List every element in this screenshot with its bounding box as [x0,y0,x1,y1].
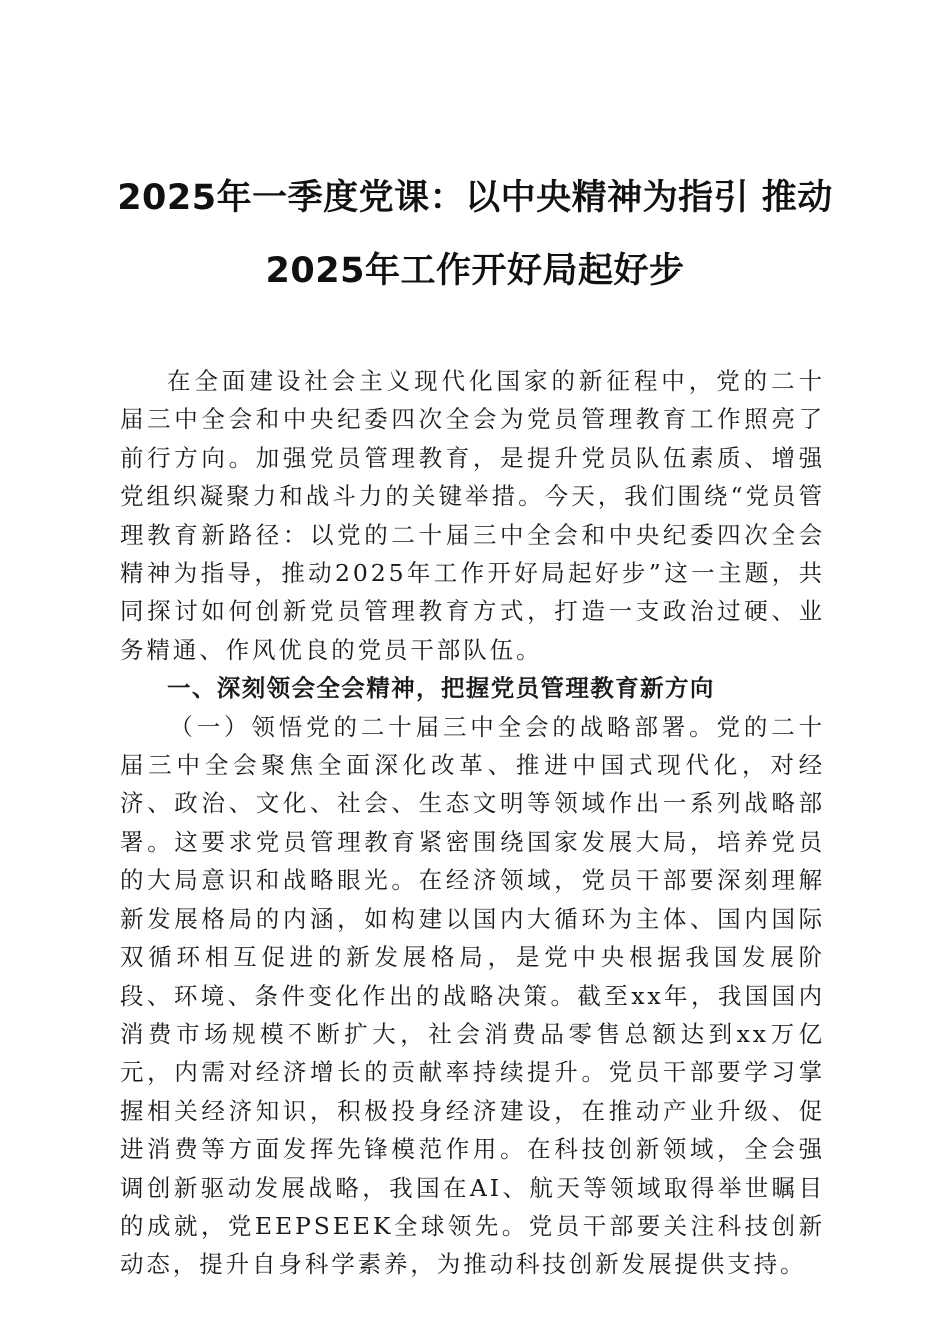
document-body [120,362,825,1284]
document-title-line-1: 2025年一季度党课：以中央精神为指引 推动 [117,178,833,218]
section-heading-1: 一、深刻领会全会精神，把握党员管理教育新方向 [167,674,715,703]
document-title-line-2: 2025年工作开好局起好步 [265,251,685,291]
intro-paragraph: 在全面建设社会主义现代化国家的新征程中，党的二十届三中全会和中央纪委四次全会为党员管理教育工作照亮了前行方向。加强党员管理教育，是提升党员队伍素质、增强党组织凝聚力和战斗力的关键举措。今天，我们围绕“党员管理教育新路径：以党的二十届三中全会和中央纪委四次全会精神为指导，推动2025年工作开好局起好步”这一主题，共同探讨如何创新党员管理教育方式，打造一支政治过硬、业务精通、作风优良的党员干部队伍。 [120,367,825,664]
subsection-paragraph-1: （一）领悟党的二十届三中全会的战略部署。党的二十届三中全会聚焦全面深化改革、推进中国式现代化，对经济、政治、文化、社会、生态文明等领域作出一系列战略部署。这要求党员管理教育紧密围绕国家发展大局，培养党员的大局意识和战略眼光。在经济领域，党员干部要深刻理解新发展格局的内涵，如构建以国内大循环为主体、国内国际双循环相互促进的新发展格局，是党中央根据我国发展阶段、环境、条件变化作出的战略决策。截至xx年，我国国内消费市场规模不断扩大，社会消费品零售总额达到xx万亿元，内需对经济增长的贡献率持续提升。党员干部要学习掌握相关经济知识，积极投身经济建设，在推动产业升级、促进消费等方面发挥先锋模范作用。在科技创新领域，全会强调创新驱动发展战略，我国在AI、航天等领域取得举世瞩目的成就，党EEPSEEK全球领先。党员干部要关注科技创新动态，提升自身科学素养，为推动科技创新发展提供支持。 [120,712,825,1279]
